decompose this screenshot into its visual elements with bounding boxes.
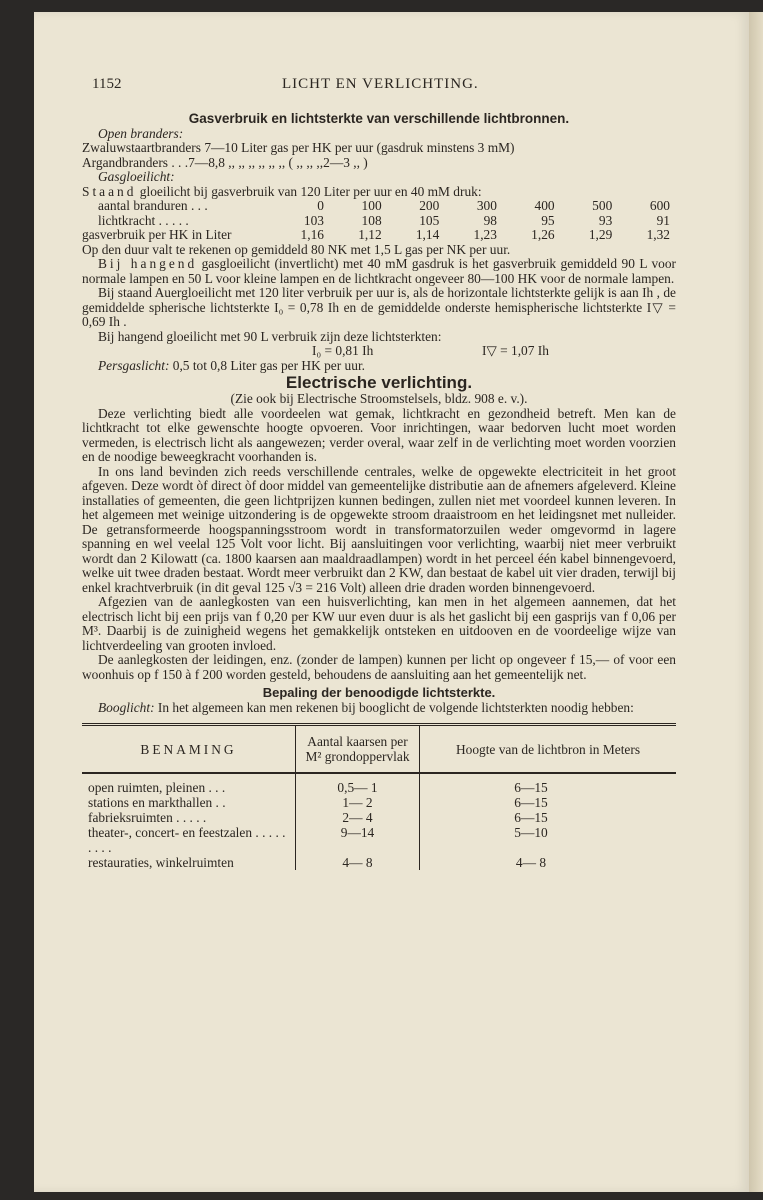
cell-name: fabrieksruimten . . . . . [88, 810, 207, 825]
staand-rest: gloeilicht bij gasverbruik van 120 Liter per uur en 40 mM druk: [136, 183, 482, 199]
electric-paragraph-3: Afgezien van de aanlegkosten van een huisverlichting, kan men in het algemeen aannemen, dat het electrisch licht bij een prijs van f 0,20 per KW uur even duur is als het gaslicht bij een gasprijs van f 0,06 per M³. Daarbij is de zuinigheid wegens het gemakkelijk ontsteken en uitdooven en de voordeelige wijze van lichtverdeeling van grooten invloed. [82, 594, 676, 653]
table-cell: 0 [317, 198, 324, 213]
column-header-hoogte: Hoogte van de lichtbron in Meters [420, 725, 677, 774]
table-row [82, 228, 676, 243]
column-header-kaarsen: Aantal kaarsen per M² grondoppervlak [296, 725, 420, 774]
column-header-benaming: BENAMING [82, 725, 296, 774]
table-row [82, 773, 676, 795]
table-cell: 1,32 [646, 227, 670, 242]
page-edge [749, 12, 763, 1192]
staand-intro [82, 185, 676, 200]
table-cell: 300 [476, 198, 497, 213]
open-branders-label: Open branders: [98, 125, 184, 141]
cell-hoogte: 6—15 [420, 810, 677, 825]
cell-name: restauraties, winkelruimten [88, 855, 234, 870]
required-heading: Bepaling der benoodigde lichtsterkte. [262, 685, 496, 700]
table-cell: 100 [361, 198, 382, 213]
row-label: lichtkracht . . . . . [98, 212, 189, 228]
row-label: gasverbruik per HK in Liter [82, 227, 232, 242]
table-row [82, 855, 676, 870]
booglicht-label: Booglicht: [98, 699, 155, 715]
electric-reference: (Zie ook bij Electrische Stroomstelsels, bldz. 908 e. v.). [230, 391, 528, 406]
page-header [92, 76, 692, 98]
gloeilicht-table [82, 199, 676, 243]
table-row [82, 199, 676, 214]
gas-paragraph-1: Op den duur valt te rekenen op gemiddeld 80 NK met 1,5 L gas per NK per uur. [82, 241, 511, 257]
table-cell: 91 [656, 212, 670, 228]
cell-hoogte: 4— 8 [420, 855, 677, 870]
cell-name: stations en markthallen . . [88, 795, 226, 810]
cell-name: theater-, concert- en feestzalen . . . . . . . . . [88, 825, 286, 855]
table-cell: 600 [649, 198, 670, 213]
cell-kaarsen: 1— 2 [296, 795, 420, 810]
table-cell: 1,12 [358, 227, 382, 242]
table-cell: 93 [598, 212, 613, 228]
table-cell: 1,16 [300, 227, 324, 242]
table-cell: 105 [419, 212, 440, 228]
persgaslicht-line [82, 359, 676, 374]
persgaslicht-label: Persgaslicht: [98, 358, 170, 373]
gas-heading: Gasverbruik en lichtsterkte van verschillende lichtbronnen. [188, 111, 570, 126]
table-cell: 103 [303, 212, 324, 228]
persgaslicht-text: 0,5 tot 0,8 Liter gas per HK per uur. [169, 358, 366, 373]
cell-hoogte: 5—10 [420, 825, 677, 855]
page-number: 1152 [92, 76, 122, 92]
cell-kaarsen: 2— 4 [296, 810, 420, 825]
table-row [82, 214, 676, 229]
table-cell: 95 [541, 212, 555, 228]
gas-paragraph-4: Bij hangend gloeilicht met 90 L verbruik zijn deze lichtsterkten: [98, 328, 442, 344]
table-cell: 108 [361, 212, 382, 228]
table-cell: 500 [592, 198, 613, 213]
cell-kaarsen: 0,5— 1 [296, 773, 420, 795]
gas-paragraph-3: Bij staand Auergloeilicht met 120 liter verbruik per uur is, als de horizontale lichtsterkte gelijk is aan Ih , de gemiddelde spherische lichtsterkte I₀ = 0,78 Ih en de gemiddelde onderste hemispherische lichtsterkte I▽ = 0,69 Ih . [82, 285, 676, 329]
electric-paragraph-4: De aanlegkosten der leidingen, enz. (zonder de lampen) kunnen per licht op ongeveer f 15,— of voor een woonhuis op f 150 à f 200 worden gesteld, behoudens de aansluiting aan het gemeentelijk net. [82, 652, 676, 682]
electric-paragraph-1: Deze verlichting biedt alle voordeelen wat gemak, lichtkracht en gezondheid betreft. Men kan de lichtkracht tot elke gewenschte hoogte opvoeren. Voor inrichtingen, waar bedorven lucht moet worden vermeden, is electrisch licht als aangewezen; verder overal, waar zelf in de verlichting moet worden voorzien en de noodige beweegkracht voorhanden is. [82, 405, 676, 464]
hangend-spaced: Bij hangend [98, 256, 198, 271]
table-row [82, 795, 676, 810]
table-cell: 1,23 [473, 227, 497, 242]
table-cell: 1,26 [531, 227, 555, 242]
table-cell: 1,29 [588, 227, 613, 242]
row-label: aantal branduren . . . [98, 198, 208, 213]
gas-paragraph-2 [82, 257, 676, 286]
open-branders-line-2: Argandbranders . . .7—8,8 ,, ,, ,, ,, ,, ,, ( ,, ,, ,,2—3 ,, ) [82, 154, 368, 170]
hangend-rest: gasgloeilicht (invertlicht) met 40 mM gasdruk is het gasverbruik gemiddeld 90 L voor normale lampen en 50 L voor kleine lampen en de lichtkracht ongeveer 80—100 HK voor de normale lampen. [82, 256, 676, 286]
electric-heading: Electrische verlichting. [285, 372, 473, 392]
lichtsterkte-table [82, 723, 676, 870]
table-row [82, 825, 676, 855]
booglicht-text: In het algemeen kan men rekenen bij booglicht de volgende lichtsterkten noodig hebben: [154, 699, 634, 715]
open-branders-line-1: Zwaluwstaartbranders 7—10 Liter gas per HK per uur (gasdruk minstens 3 mM) [82, 140, 515, 155]
page-content [82, 112, 676, 870]
gasgloeilicht-label: Gasgloeilicht: [98, 169, 175, 184]
cell-kaarsen: 9—14 [296, 825, 420, 855]
table-cell: 98 [483, 212, 497, 228]
cell-kaarsen: 4— 8 [296, 855, 420, 870]
formula-left: I₀ = 0,81 Ih [312, 343, 374, 358]
formula-right: I▽ = 1,07 Ih [482, 343, 549, 358]
cell-hoogte: 6—15 [420, 795, 677, 810]
table-cell: 200 [419, 198, 440, 213]
table-cell: 1,14 [415, 227, 440, 242]
formula-line [82, 344, 676, 359]
booglicht-intro [82, 701, 676, 716]
electric-paragraph-2: In ons land bevinden zich reeds verschillende centrales, welke de opgewekte electriciteit in het groot afgeven. Deze wordt òf direct òf door middel van gemeentelijke distributie aan de afnemers afgeleverd. Kleine installaties of gemeenten, die geen lichtprijzen kunnen bedingen, zullen niet met voordeel kunnen leveren. In het algemeen met weinige uitzondering is de opgewekte stroom draaistroom en het leidingsnet met nulleider. De getransformeerde hoogspanningsstroom wordt in transformatorzuilen weder omgevormd in lagere spanning en wel veelal 125 Volt voor licht. Bij aansluitingen voor verlichting, waarbij niet meer verbruikt wordt dan 2 Kilowatt (ca. 1800 kaarsen aan maaldraadlampen) wordt in het perceel één kabel binnengevoerd, welke uit twee draden bestaat. Wordt meer verbruikt dan 2 KW, dan bestaat de kabel uit vier draden, terwijl bij enkel krachtverbruik (in dit geval 125 √3 = 216 Volt) alleen drie draden worden binnengevoerd. [82, 463, 676, 595]
cell-name: open ruimten, pleinen . . . [88, 780, 226, 795]
table-cell: 400 [534, 198, 555, 213]
staand-spaced: Staand [82, 183, 137, 199]
cell-hoogte: 6—15 [420, 773, 677, 795]
table-row [82, 810, 676, 825]
running-title: LICHT EN VERLICHTING. [282, 76, 479, 92]
